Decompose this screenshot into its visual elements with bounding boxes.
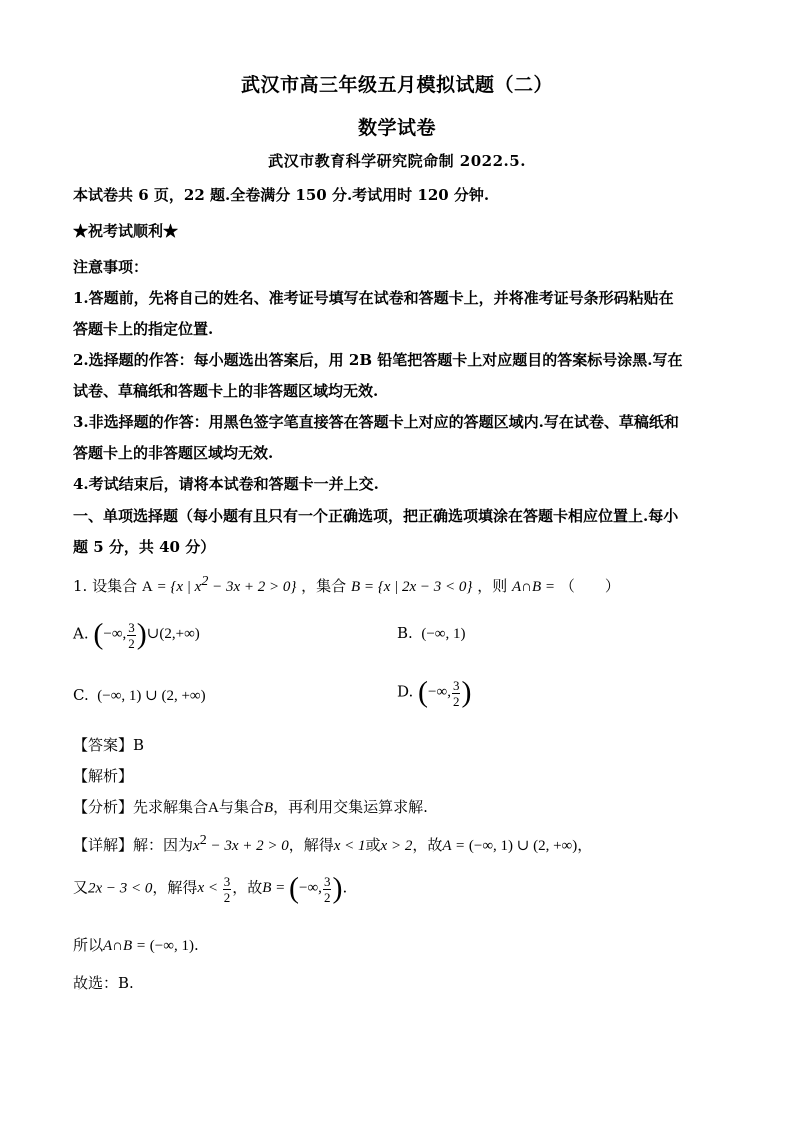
analysis-summary	[73, 796, 723, 817]
set-b-symbol: B	[263, 800, 274, 816]
question-1	[73, 574, 723, 596]
detail-text: ，解得	[152, 878, 198, 897]
detail-text: 或	[365, 836, 381, 854]
fenxi-text: 与集合	[218, 798, 264, 816]
detail-tag: 【详解】	[73, 836, 134, 854]
section-heading-cont: 题 5 分，共 40 分）	[73, 538, 216, 556]
question-text: ，则	[477, 577, 508, 595]
intersection-result: A∩B = (−∞, 1)	[103, 938, 194, 954]
option-value: (−∞, 1)	[417, 626, 466, 642]
option-b	[397, 624, 465, 643]
notice-line: 1.答题前，先将自己的姓名、准考证号填写在试卷和答题卡上，并将准考证号条形码粘贴在	[73, 289, 674, 307]
inequality: x > 2	[380, 838, 413, 854]
notice-line: 答题卡上的非答题区域均无效.	[73, 444, 274, 462]
exam-summary: 本试卷共 6 页，22 题.全卷满分 150 分.考试用时 120 分钟.	[73, 186, 490, 204]
detail-text: 解：因为	[133, 836, 194, 854]
answer-value: B	[133, 736, 145, 754]
set-a-symbol: A	[208, 800, 219, 816]
inequality: $x^2 - 3x + 2 > 0$	[193, 833, 289, 854]
option-label: C.	[73, 686, 89, 704]
issuer-line: 武汉市教育科学研究院命制 2022.5.	[268, 152, 526, 170]
detail-text: 又	[73, 878, 89, 897]
answer-tag: 【答案】	[73, 736, 134, 754]
answer-blank: （ ）	[559, 577, 620, 595]
detail-line-1: 【详解】解：因为$x^2 - 3x + 2 > 0$，解得x < 1或x > 2，故A = (−∞, 1) ∪ (2, +∞)，	[73, 833, 593, 854]
notice-line: 试卷、草稿纸和答题卡上的非答题区域均无效.	[73, 382, 379, 400]
option-label: D.	[397, 682, 414, 701]
fenxi-tag: 【分析】	[73, 798, 134, 816]
option-a	[73, 618, 200, 652]
notice-heading: 注意事项：	[73, 258, 149, 276]
intersection-expression: A∩B =	[512, 579, 556, 595]
option-value: (−∞, $\frac{3}{2}$ )∪(2,+∞)	[93, 618, 200, 651]
notice-line: 4.考试结束后，请将本试卷和答题卡一并上交.	[73, 475, 379, 493]
subject-title: 数学试卷	[357, 117, 436, 139]
inequality: x < $\frac{3}{2}$	[197, 873, 231, 905]
answer-line	[73, 734, 723, 755]
set-a-expression: A = {x | $x^2 - 3x + 2 > 0$}	[141, 574, 297, 595]
option-label: B.	[397, 624, 413, 642]
option-value: (−∞, 1) ∪ (2, +∞)	[93, 688, 206, 704]
notice-line: 答题卡上的指定位置.	[73, 320, 214, 338]
inequality: 2x − 3 < 0	[88, 880, 153, 897]
inequality: x < 1	[333, 838, 366, 854]
notice-line: 3.非选择题的作答：用黑色签字笔直接答在答题卡上对应的答题区域内.写在试卷、草稿纸和	[73, 413, 679, 431]
option-label: A.	[73, 624, 89, 643]
detail-text: ，故	[232, 878, 263, 897]
choice-line: 故选：B.	[73, 974, 134, 992]
fenxi-text: ，再利用交集运算求解.	[273, 798, 428, 816]
option-value: (−∞, $\frac{3}{2}$ )	[418, 676, 472, 709]
question-text: ，集合	[301, 577, 347, 595]
section-heading: 一、单项选择题（每小题有且只有一个正确选项，把正确选项填涂在答题卡相应位置上.每小	[73, 507, 679, 525]
detail-text: ，解得	[288, 836, 334, 854]
set-b-expression: B = {x | 2x − 3 < 0}	[350, 579, 473, 595]
fenxi-text: 先求解集合	[133, 798, 209, 816]
question-number: 1.	[73, 577, 88, 595]
set-a-result: A = (−∞, 1) ∪ (2, +∞)	[442, 838, 578, 854]
conclusion-text: 所以	[73, 936, 104, 954]
option-c	[73, 686, 206, 705]
notice-line: 2.选择题的作答：每小题选出答案后，用 2B 铅笔把答题卡上对应题目的答案标号涂黑.写在	[73, 351, 683, 369]
exam-title: 武汉市高三年级五月模拟试题（二）	[240, 74, 553, 96]
option-d	[397, 676, 471, 710]
detail-line-2: 又2x − 3 < 0，解得x < $\frac{3}{2}$ ，故B = (−∞, $\frac{3}{2}$ ).	[73, 872, 348, 905]
detail-text: ，故	[412, 836, 443, 854]
good-luck-line: ★祝考试顺利★	[73, 222, 179, 240]
conclusion-line: 所以A∩B = (−∞, 1).	[73, 936, 199, 954]
question-text: 设集合	[92, 577, 138, 595]
set-b-result: B = (−∞, $\frac{3}{2}$ )	[262, 872, 343, 905]
analysis-tag: 【解析】	[73, 767, 134, 785]
